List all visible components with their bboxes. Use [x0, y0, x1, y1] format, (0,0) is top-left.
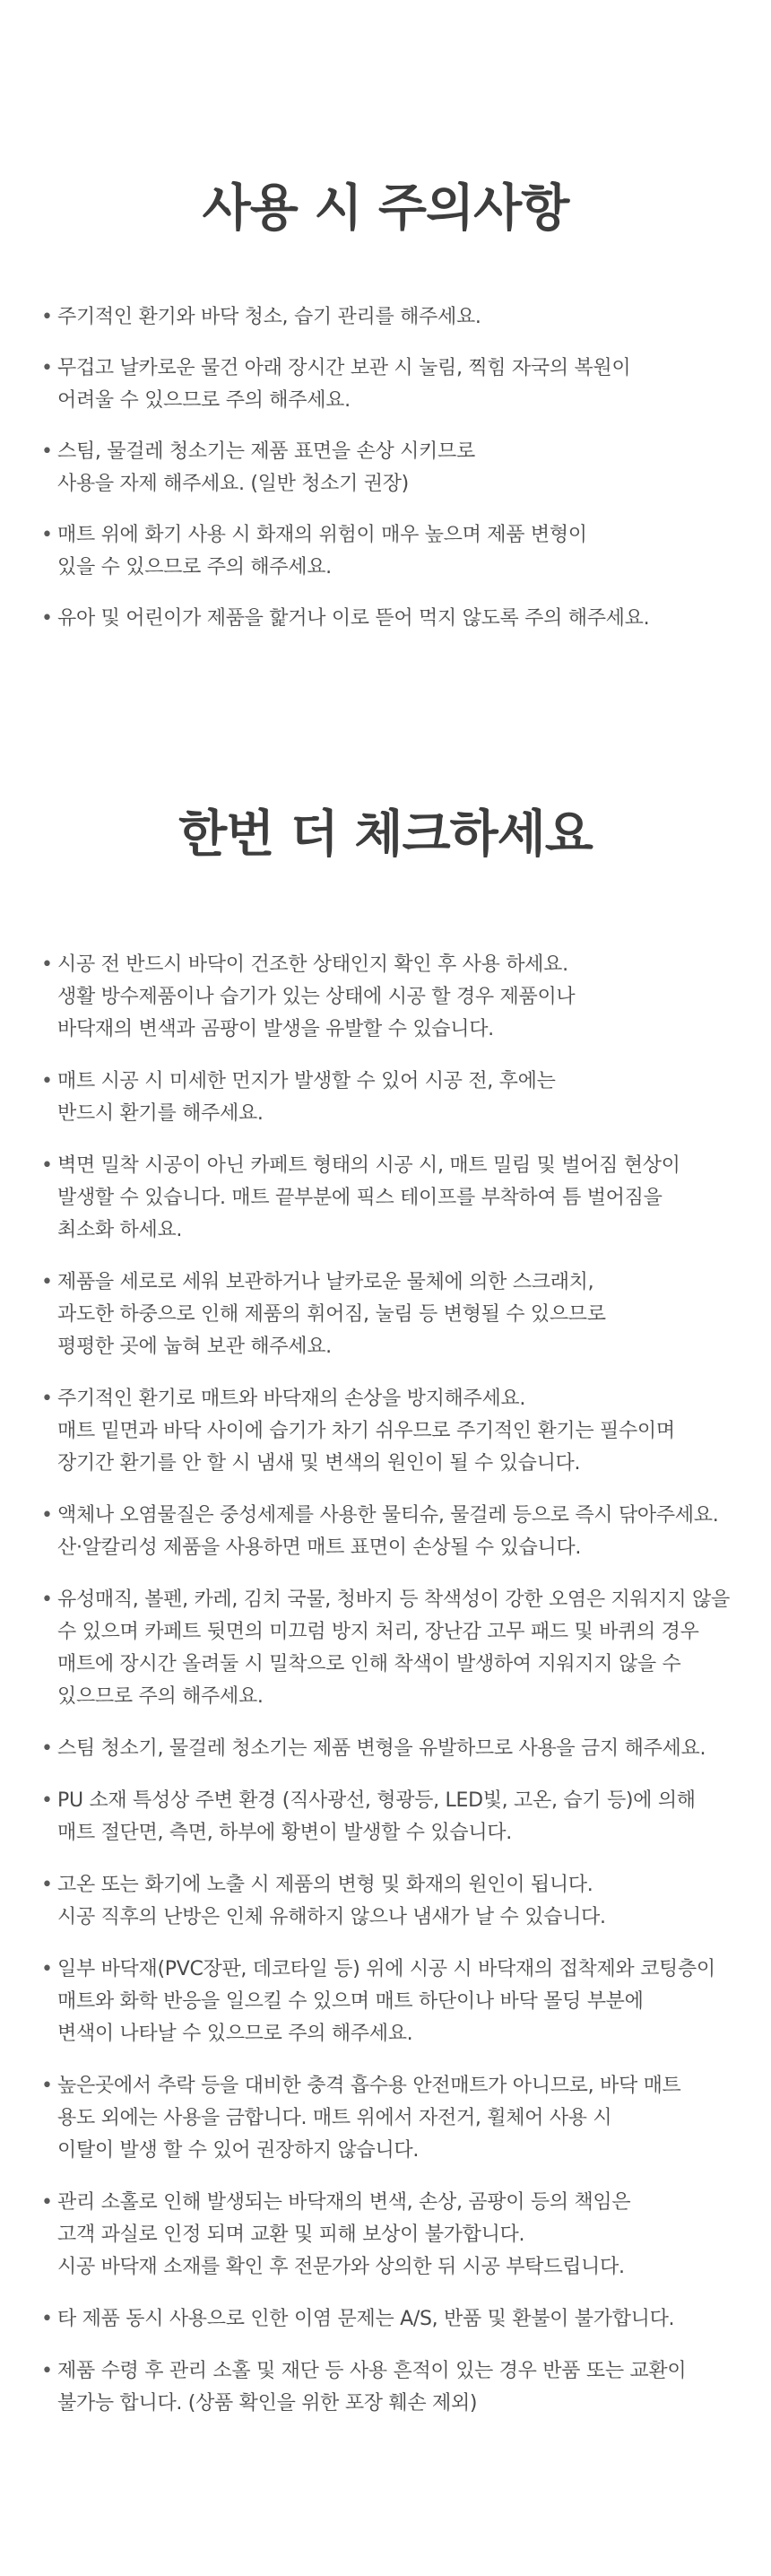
checklist-item: • 벽면 밀착 시공이 아닌 카페트 형태의 시공 시, 매트 밀림 및 벌어짐 현상이 발생할 수 있습니다. 매트 끝부분에 픽스 테이프를 부착하여 틈 벌어짐을 최소화 하세요. — [41, 1150, 741, 1247]
caution-item: • 무겁고 날카로운 물건 아래 장시간 보관 시 눌림, 찍힘 자국의 복원이 어려울 수 있으므로 주의 해주세요. — [41, 352, 741, 417]
checklist-item: • 고온 또는 화기에 노출 시 제품의 변형 및 화재의 원인이 됩니다. 시공 직후의 난방은 인체 유해하지 않으나 냄새가 날 수 있습니다. — [41, 1869, 741, 1934]
checklist-item: • 높은곳에서 추락 등을 대비한 충격 흡수용 안전매트가 아니므로, 바닥 매트 용도 외에는 사용을 금합니다. 매트 위에서 자전거, 휠체어 사용 시 이탈이 발생 할 수 있어 권장하지 않습니다. — [41, 2070, 741, 2167]
checklist-item: • 제품 수령 후 관리 소홀 및 재단 등 사용 흔적이 있는 경우 반품 또는 교환이 불가능 합니다. (상품 확인을 위한 포장 훼손 제외) — [41, 2355, 741, 2420]
checklist-item: • 매트 시공 시 미세한 먼지가 발생할 수 있어 시공 전, 후에는 반드시 환기를 해주세요. — [41, 1066, 741, 1130]
caution-item: • 주기적인 환기와 바닥 청소, 습기 관리를 해주세요. — [41, 301, 741, 334]
checklist-list — [41, 949, 741, 2440]
caution-item: • 매트 위에 화기 사용 시 화재의 위험이 매우 높으며 제품 변형이 있을 수 있으므로 주의 해주세요. — [41, 519, 741, 584]
checklist-item: • 타 제품 동시 사용으로 인한 이염 문제는 A/S, 반품 및 환불이 불가합니다. — [41, 2303, 741, 2336]
checklist-item: • 제품을 세로로 세워 보관하거나 날카로운 물체에 의한 스크래치, 과도한 하중으로 인해 제품의 휘어짐, 눌림 등 변형될 수 있으므로 평평한 곳에 눕혀 보관 해주세요. — [41, 1266, 741, 1363]
caution-item: • 스팀, 물걸레 청소기는 제품 표면을 손상 시키므로 사용을 자제 해주세요. (일반 청소기 권장) — [41, 436, 741, 500]
checklist-item: • PU 소재 특성상 주변 환경 (직사광선, 형광등, LED빛, 고온, 습기 등)에 의해 매트 절단면, 측면, 하부에 황변이 발생할 수 있습니다. — [41, 1785, 741, 1849]
checklist-item: • 일부 바닥재(PVC장판, 데코타일 등) 위에 시공 시 바닥재의 접착제와 코팅층이 매트와 화학 반응을 일으킬 수 있으며 매트 하단이나 바닥 몰딩 부분에 변색이 나타날 수 있으므로 주의 해주세요. — [41, 1954, 741, 2050]
checklist-section-title: 한번 더 체크하세요 — [178, 805, 593, 864]
caution-list — [41, 301, 741, 654]
checklist-item: • 유성매직, 볼펜, 카레, 김치 국물, 청바지 등 착색성이 강한 오염은 지워지지 않을 수 있으며 카페트 뒷면의 미끄럼 방지 처리, 장난감 고무 패드 및 바퀴의 경우 매트에 장시간 올려둘 시 밀착으로 인해 착색이 발생하여 지워지지 않을 수 있으므로 주의 해주세요. — [41, 1584, 741, 1713]
caution-section-title: 사용 시 주의사항 — [202, 179, 569, 238]
checklist-item: • 스팀 청소기, 물걸레 청소기는 제품 변형을 유발하므로 사용을 금지 해주세요. — [41, 1733, 741, 1765]
checklist-item: • 관리 소홀로 인해 발생되는 바닥재의 변색, 손상, 곰팡이 등의 책임은 고객 과실로 인정 되며 교환 및 피해 보상이 불가합니다. 시공 바닥재 소재를 확인 후 전문가와 상의한 뒤 시공 부탁드립니다. — [41, 2187, 741, 2284]
checklist-item: • 주기적인 환기로 매트와 바닥재의 손상을 방지해주세요. 매트 밑면과 바닥 사이에 습기가 차기 쉬우므로 주기적인 환기는 필수이며 장기간 환기를 안 할 시 냄새 및 변색의 원인이 될 수 있습니다. — [41, 1383, 741, 1480]
checklist-item: • 액체나 오염물질은 중성세제를 사용한 물티슈, 물걸레 등으로 즉시 닦아주세요. 산·알칼리성 제품을 사용하면 매트 표면이 손상될 수 있습니다. — [41, 1500, 741, 1564]
caution-item: • 유아 및 어린이가 제품을 핥거나 이로 뜯어 먹지 않도록 주의 해주세요. — [41, 603, 741, 635]
checklist-item: • 시공 전 반드시 바닥이 건조한 상태인지 확인 후 사용 하세요. 생활 방수제품이나 습기가 있는 상태에 시공 할 경우 제품이나 바닥재의 변색과 곰팡이 발생을 유발할 수 있습니다. — [41, 949, 741, 1046]
